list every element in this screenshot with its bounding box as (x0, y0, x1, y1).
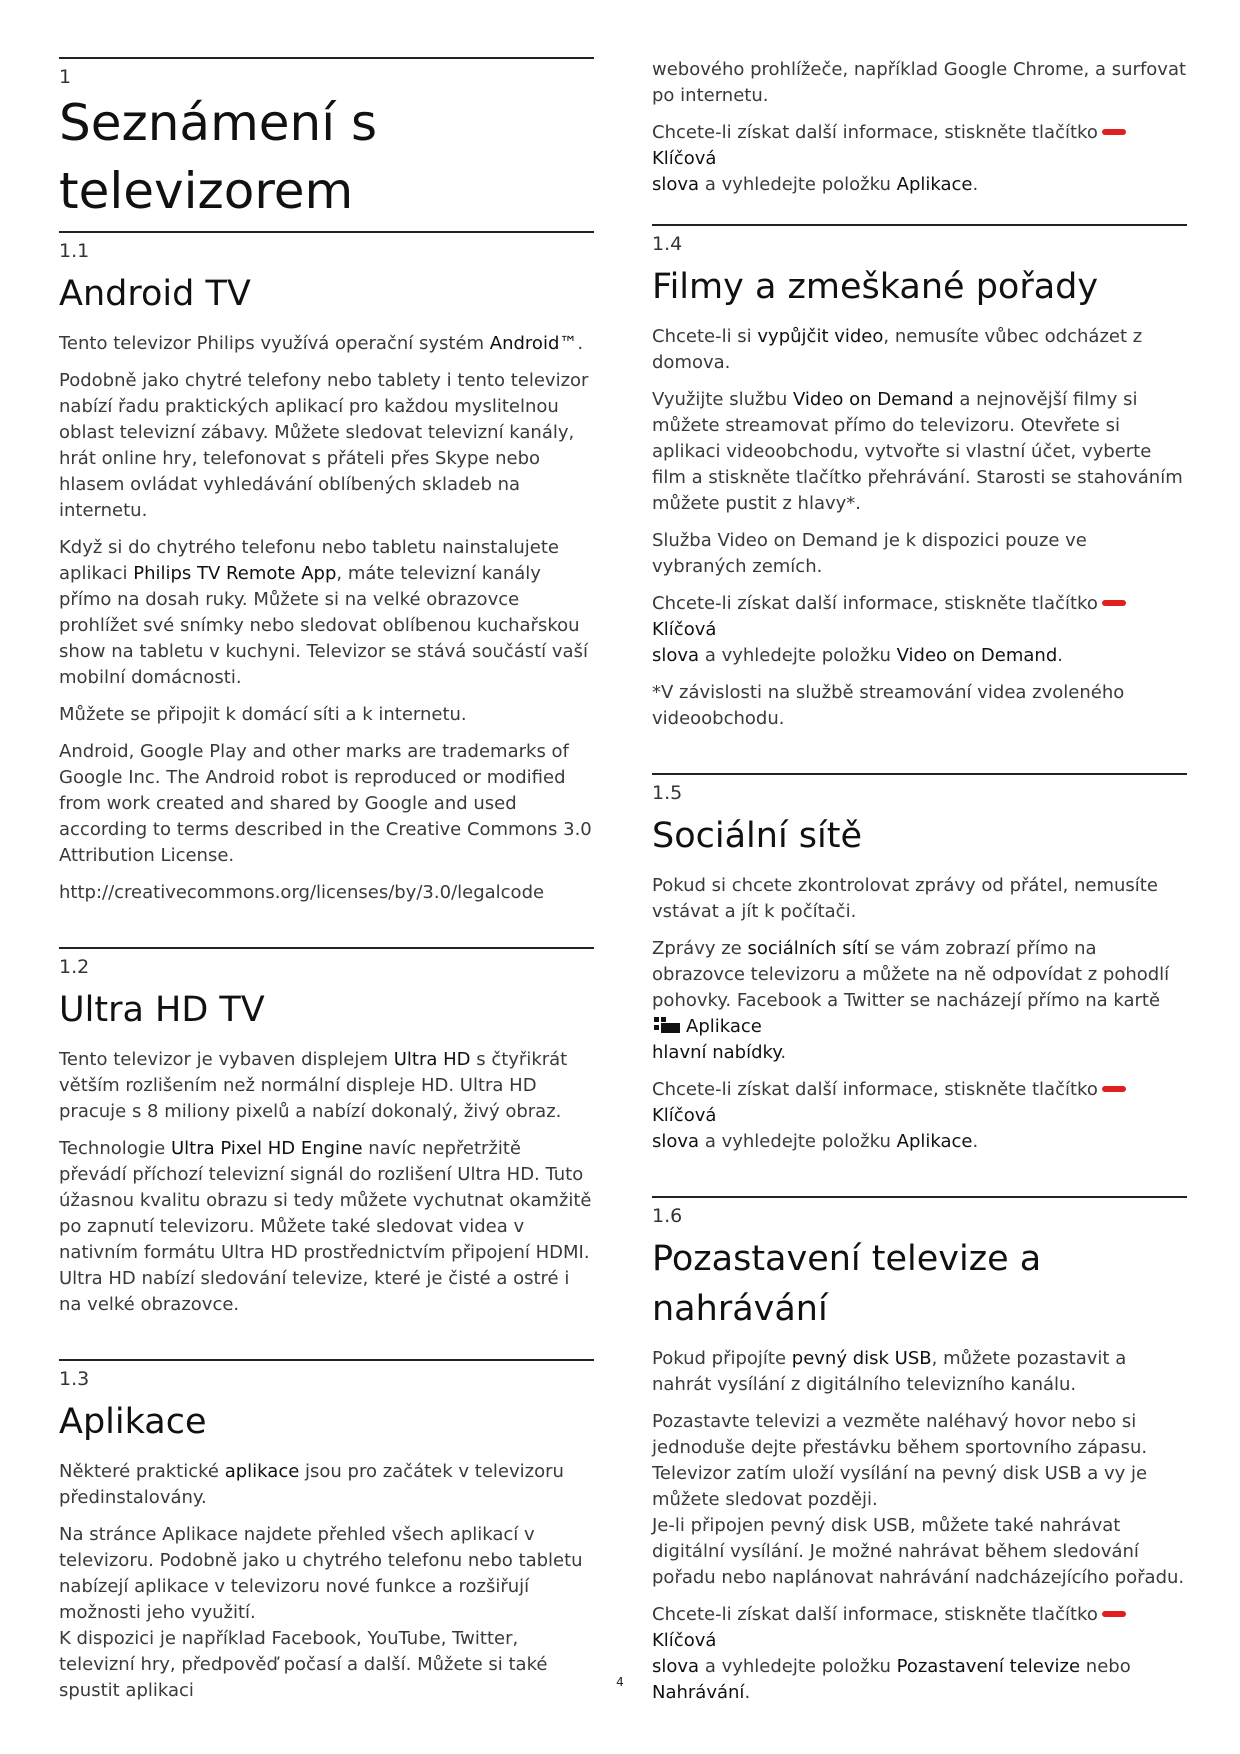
section-rule (59, 231, 594, 233)
keyword-remote-app: Philips TV Remote App (133, 563, 337, 584)
paragraph: Zprávy ze sociálních sítí se vám zobrazí přímo na obrazovce televizoru a můžete na ně odpovídat z pohodlí pohovky. Facebook a Twitter se nacházejí přímo na kartě Aplikace hlavní nabídky. (652, 938, 1170, 1063)
more-info-paragraph: Chcete-li získat další informace, stiskněte tlačítkoKlíčová slova a vyhledejte položku Aplikace. (652, 1077, 1187, 1155)
paragraph-continued: Je-li připojen pevný disk USB, můžete také nahrávat digitální vysílání. Je možné nahrávat během sledování pořadu nebo naplánovat nahrávání nadcházejícího pořadu. (652, 1515, 1185, 1588)
chapter-title (59, 89, 594, 225)
section-title-socialni-site: Sociální sítě (652, 816, 863, 856)
chapter-title-line2: televizorem (59, 162, 354, 220)
more-info-paragraph: Chcete-li získat další informace, stiskněte tlačítkoKlíčová slova a vyhledejte položku Video on Demand. (652, 591, 1187, 669)
page-number: 4 (616, 1675, 624, 1689)
section-rule (652, 224, 1187, 226)
paragraph: Pozastavte televizi a vezměte naléhavý hovor nebo si jednoduše dejte přestávku během sportovního zápasu. Televizor zatím uloží vysílání na pevný disk USB a vy je můžete sledovat později. (652, 1411, 1148, 1510)
left-column (59, 0, 594, 1715)
section-title-ultra-hd: Ultra HD TV (59, 990, 265, 1030)
chapter-title-line1: Seznámení s (59, 94, 378, 152)
section-title-aplikace: Aplikace (59, 1402, 207, 1442)
red-key-icon (1102, 129, 1126, 135)
paragraph: Když si do chytrého telefonu nebo tabletu nainstalujete aplikaci Philips TV Remote App, máte televizní kanály přímo na dosah ruky. Můžete si na velké obrazovce prohlížet své snímky nebo sledovat oblíbenou kuchařskou show na tabletu v kuchyni. Televizor se stává součástí vaší mobilní domácnosti. (59, 537, 588, 688)
paragraph: Využijte službu Video on Demand a nejnovější filmy si můžete streamovat přímo do televizoru. Otevřete si aplikaci videoobchodu, vytvořte si vlastní účet, vyberte film a stiskněte tlačítko přehrávání. Starosti se stahováním můžete pustit z hlavy*. (652, 389, 1183, 514)
chapter-number: 1 (59, 66, 72, 88)
paragraph: Služba Video on Demand je k dispozici pouze ve vybraných zemích. (652, 530, 1087, 577)
license-url: http://creativecommons.org/licenses/by/3.0/legalcode (59, 882, 545, 903)
paragraph: Na stránce Aplikace najdete přehled všech aplikací v televizoru. Podobně jako u chytrého telefonu nebo tabletu nabízejí aplikace v televizoru nové funkce a rozšiřují možnosti jeho využití. (59, 1524, 583, 1623)
section-number: 1.2 (59, 956, 90, 978)
red-key-icon (1102, 1611, 1126, 1617)
paragraph: Tento televizor je vybaven displejem Ultra HD s čtyřikrát větším rozlišením než normální displeje HD. Ultra HD pracuje s 8 miliony pixelů a nabízí dokonalý, živý obraz. (59, 1049, 568, 1122)
section-rule (59, 1359, 594, 1361)
trademark-note: Android, Google Play and other marks are trademarks of Google Inc. The Android robot is reproduced or modified from work created and shared by Google and used according to terms described in the Creative Commons 3.0 Attribution License. (59, 741, 592, 866)
keyword-android: Android™ (489, 333, 578, 354)
section-number: 1.6 (652, 1205, 683, 1227)
footnote: *V závislosti na službě streamování videa zvoleného videoobchodu. (652, 682, 1125, 729)
apps-icon (654, 1017, 680, 1033)
right-column (652, 0, 1187, 1717)
section-number: 1.4 (652, 233, 683, 255)
paragraph-continued-top: webového prohlížeče, například Google Chrome, a surfovat po internetu. (652, 59, 1187, 106)
section-title-android-tv: Android TV (59, 274, 251, 314)
section-number: 1.1 (59, 240, 90, 262)
paragraph: Chcete-li si vypůjčit video, nemusíte vůbec odcházet z domova. (652, 326, 1143, 373)
section-rule (59, 947, 594, 949)
chapter-rule (59, 57, 594, 59)
section-title-pozastaveni: Pozastavení televize a nahrávání (652, 1239, 1042, 1329)
more-info-paragraph: Chcete-li získat další informace, stiskněte tlačítkoKlíčová slova a vyhledejte položku Aplikace. (652, 120, 1187, 198)
section-number: 1.3 (59, 1368, 90, 1390)
paragraph: Můžete se připojit k domácí síti a k internetu. (59, 704, 467, 725)
paragraph: Některé praktické aplikace jsou pro začátek v televizoru předinstalovány. (59, 1461, 564, 1508)
section-rule (652, 773, 1187, 775)
paragraph-continued: K dispozici je například Facebook, YouTube, Twitter, televizní hry, předpověď počasí a další. Můžete si také spustit aplikaci (59, 1628, 548, 1701)
section-rule (652, 1196, 1187, 1198)
right-column-top (652, 0, 1187, 209)
section-title-filmy: Filmy a zmeškané pořady (652, 267, 1099, 307)
paragraph: Technologie Ultra Pixel HD Engine navíc nepřetržitě převádí příchozí televizní signál do rozlišení Ultra HD. Tuto úžasnou kvalitu obrazu si tedy můžete vychutnat okamžitě po zapnutí televizoru. Můžete také sledovat videa v nativním formátu Ultra HD prostřednictvím připojení HDMI. Ultra HD nabízí sledování televize, které je čisté a ostré i na velké obrazovce. (59, 1138, 592, 1315)
more-info-paragraph: Chcete-li získat další informace, stiskněte tlačítkoKlíčová slova a vyhledejte položku Pozastavení televize nebo Nahrávání. (652, 1604, 1131, 1703)
paragraph: Podobně jako chytré telefony nebo tablety i tento televizor nabízí řadu praktických aplikací pro každou myslitelnou oblast televizní zábavy. Můžete sledovat televizní kanály, hrát online hry, telefonovat s přáteli přes Skype nebo hlasem ovládat vyhledávání oblíbených skladeb na internetu. (59, 370, 589, 521)
red-key-icon (1102, 600, 1126, 606)
section-number: 1.5 (652, 782, 683, 804)
red-key-icon (1102, 1086, 1126, 1092)
paragraph: Pokud připojíte pevný disk USB, můžete pozastavit a nahrát vysílání z digitálního televizního kanálu. (652, 1348, 1127, 1395)
paragraph: Pokud si chcete zkontrolovat zprávy od přátel, nemusíte vstávat a jít k počítači. (652, 875, 1158, 922)
paragraph: Tento televizor Philips využívá operační systém Android™. (59, 333, 584, 354)
